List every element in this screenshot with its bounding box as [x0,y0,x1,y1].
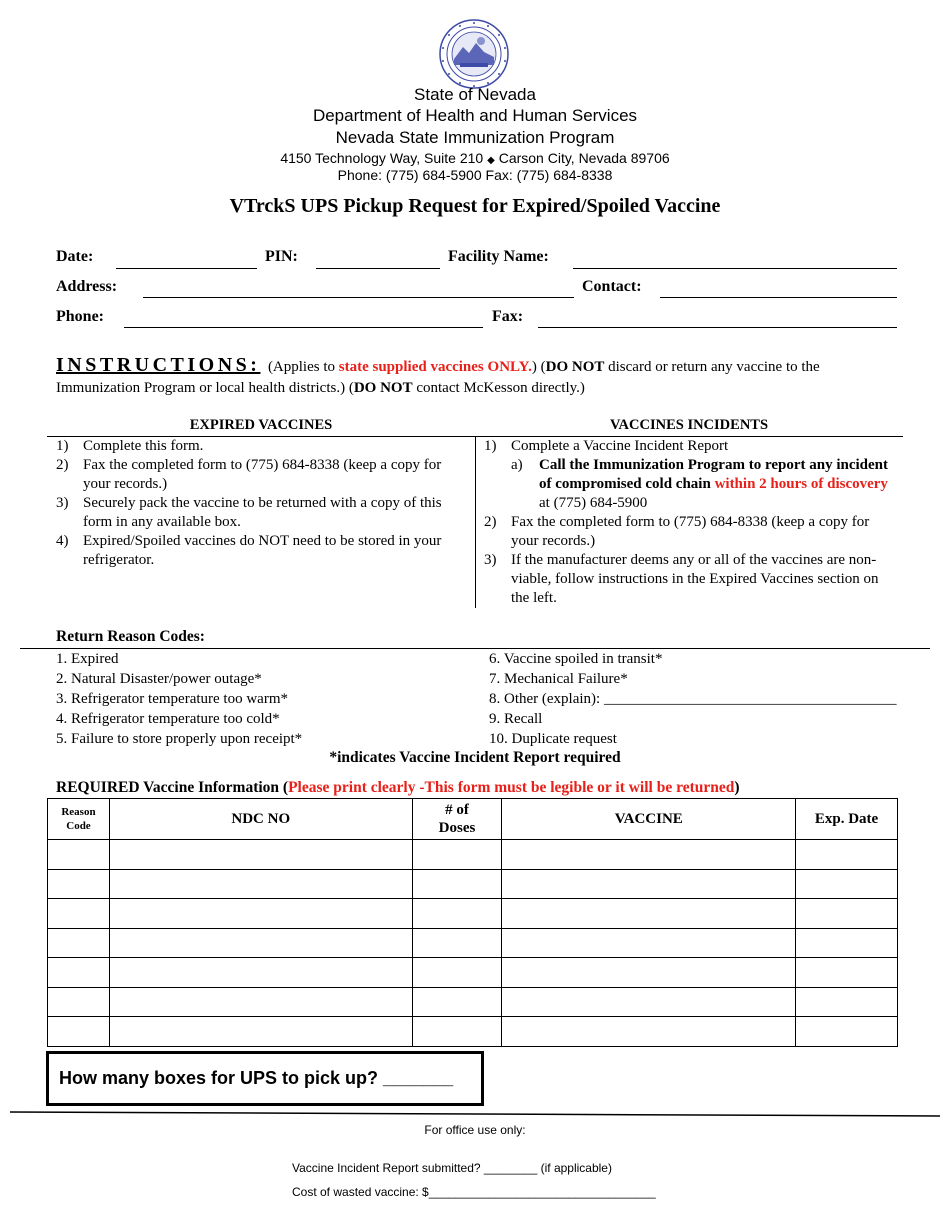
address-label: Address: [56,278,118,295]
address-field[interactable] [143,297,574,298]
incidents-heading: VACCINES INCIDENTS [609,417,769,433]
vaccine-table [47,798,898,1047]
incident-subitem: a) Call the Immunization Program to report any incident of compromised cold chain within 2 hours of discovery at (775) 684-5900 [511,457,889,511]
reason-code-cell[interactable] [48,958,110,988]
address-street: 4150 Technology Way, Suite 210 [280,150,484,166]
header-address [0,150,950,166]
ndc-cell[interactable] [109,840,412,870]
incident-within: within [714,476,756,492]
incidents-list [484,437,898,608]
header-contact: Phone: (775) 684-5900 Fax: (775) 684-8338 [337,167,613,183]
pin-field[interactable] [316,268,440,269]
expired-item: 1) Complete this form. [56,438,204,454]
exp-date-cell[interactable] [796,899,898,929]
table-row [48,1017,898,1047]
instructions-text-2: ) ( [531,359,546,375]
instructions-do-not-1: DO NOT [545,359,605,375]
exp-date-cell[interactable] [796,987,898,1017]
phone-field[interactable] [124,327,483,328]
table-row [48,928,898,958]
table-row [48,899,898,929]
exp-date-cell[interactable] [796,869,898,899]
vaccine-cell[interactable] [502,987,796,1017]
reason-codes-footnote: *indicates Vaccine Incident Report required [329,749,621,766]
instructions-text-3: discard or return any vaccine to the Immunization Program or local health districts.) ( [56,359,820,396]
date-field[interactable] [116,268,257,269]
ndc-column: NDC NO [109,799,412,840]
ndc-cell[interactable] [109,928,412,958]
reason-code-item: 8. Other (explain): _______________________________________ [489,691,897,707]
exp-date-column: Exp. Date [796,799,898,840]
reason-code-item: 7. Mechanical Failure* [489,671,628,687]
contact-field[interactable] [660,297,897,298]
reason-code-item: 10. Duplicate request [489,731,617,747]
exp-date-cell[interactable] [796,1017,898,1047]
instructions-state-supplied: state supplied vaccines ONLY. [338,359,532,375]
pin-label: PIN: [265,248,298,265]
exp-date-cell[interactable] [796,928,898,958]
date-label: Date: [56,248,94,265]
expired-item: 2) Fax the completed form to (775) 684-8338 (keep a copy for your records.) [56,457,442,492]
table-row [48,869,898,899]
ndc-cell[interactable] [109,1017,412,1047]
ndc-cell[interactable] [109,958,412,988]
vaccine-cell[interactable] [502,899,796,929]
office-cost-field[interactable]: Cost of wasted vaccine: $__________________________________ [292,1185,656,1199]
doses-cell[interactable] [412,869,502,899]
expired-list [56,437,470,570]
expired-item: 4) Expired/Spoiled vaccines do NOT need to be stored in your refrigerator. [56,533,442,568]
instructions-text-4: contact McKesson directly.) [412,380,585,396]
vaccine-cell[interactable] [502,840,796,870]
required-info-close: ) [734,779,740,796]
address-city: Carson City, Nevada 89706 [498,150,670,166]
ndc-cell[interactable] [109,987,412,1017]
office-divider [10,1109,940,1119]
doses-cell[interactable] [412,899,502,929]
doses-cell[interactable] [412,928,502,958]
header-department: Department of Health and Human Services [312,106,638,125]
table-header-row [48,799,898,840]
reason-code-cell[interactable] [48,840,110,870]
reason-code-item: 2. Natural Disaster/power outage* [56,671,262,687]
reason-code-item: 6. Vaccine spoiled in transit* [489,651,663,667]
header-program: Nevada State Immunization Program [335,128,615,147]
doses-cell[interactable] [412,987,502,1017]
incident-item: 1) Complete a Vaccine Incident Report [484,438,729,454]
pickup-box [46,1051,484,1106]
expired-item: 3) Securely pack the vaccine to be returned with a copy of this form in any available box. [56,495,442,530]
reason-code-cell[interactable] [48,899,110,929]
vaccine-cell[interactable] [502,958,796,988]
reason-code-item: 3. Refrigerator temperature too warm* [56,691,288,707]
reason-code-cell[interactable] [48,1017,110,1047]
ndc-cell[interactable] [109,899,412,929]
reason-code-item: 9. Recall [489,711,543,727]
incident-item: 2) Fax the completed form to (775) 684-8338 (keep a copy for your records.) [484,514,870,549]
fax-field[interactable] [538,327,897,328]
contact-label: Contact: [582,278,642,295]
doses-column: # of Doses [412,799,502,840]
fax-label: Fax: [492,308,524,325]
expired-heading: EXPIRED VACCINES [189,417,333,433]
vaccine-cell[interactable] [502,1017,796,1047]
required-info [56,779,740,797]
exp-date-cell[interactable] [796,840,898,870]
instructions-heading: INSTRUCTIONS: [56,354,261,376]
office-incident-field[interactable]: Vaccine Incident Report submitted? ________ (if applicable) [292,1161,612,1175]
form-title: VTrckS UPS Pickup Request for Expired/Spoiled Vaccine [229,195,721,217]
vaccine-cell[interactable] [502,869,796,899]
instructions-text-1: (Applies to [267,359,339,375]
office-heading: For office use only: [424,1123,526,1137]
doses-cell[interactable] [412,840,502,870]
incident-item: 3) If the manufacturer deems any or all of the vaccines are non-viable, follow instructions in the Expired Vaccines section on the left. [484,552,879,606]
instructions-column-divider [475,436,476,608]
vaccine-cell[interactable] [502,928,796,958]
required-info-label: REQUIRED Vaccine Information ( [56,779,289,796]
incident-phone: at (775) 684-5900 [539,495,648,511]
phone-label: Phone: [56,308,104,325]
doses-cell[interactable] [412,1017,502,1047]
table-row [48,840,898,870]
reason-codes-heading: Return Reason Codes: [56,628,205,645]
reason-code-cell[interactable] [48,987,110,1017]
reason-code-column: Reason Code [48,799,110,840]
instructions-do-not-2: DO NOT [353,380,413,396]
reason-code-cell[interactable] [48,869,110,899]
ndc-cell[interactable] [109,869,412,899]
incident-call-text: Call the Immunization Program to report any incident of compromised cold chain [539,457,889,492]
vaccine-column: VACCINE [502,799,796,840]
exp-date-cell[interactable] [796,958,898,988]
header-state: State of Nevada [414,85,536,104]
pickup-question: How many boxes for UPS to pick up? _______ [59,1068,454,1088]
table-row [48,958,898,988]
instructions [56,355,906,399]
nevada-seal-icon [436,19,512,89]
diamond-icon: ◆ [487,155,495,166]
facility-field[interactable] [573,268,897,269]
reason-codes-right [489,649,909,749]
reason-code-item: 4. Refrigerator temperature too cold* [56,711,280,727]
reason-code-item: 1. Expired [56,651,119,667]
reason-code-item: 5. Failure to store properly upon receipt* [56,731,303,747]
table-row [48,987,898,1017]
doses-cell[interactable] [412,958,502,988]
facility-label: Facility Name: [448,248,549,265]
reason-code-cell[interactable] [48,928,110,958]
incident-two-hours: 2 hours of discovery [759,476,888,492]
required-info-warning: Please print clearly -This form must be legible or it will be returned [288,779,735,796]
reason-codes-left [56,649,476,749]
